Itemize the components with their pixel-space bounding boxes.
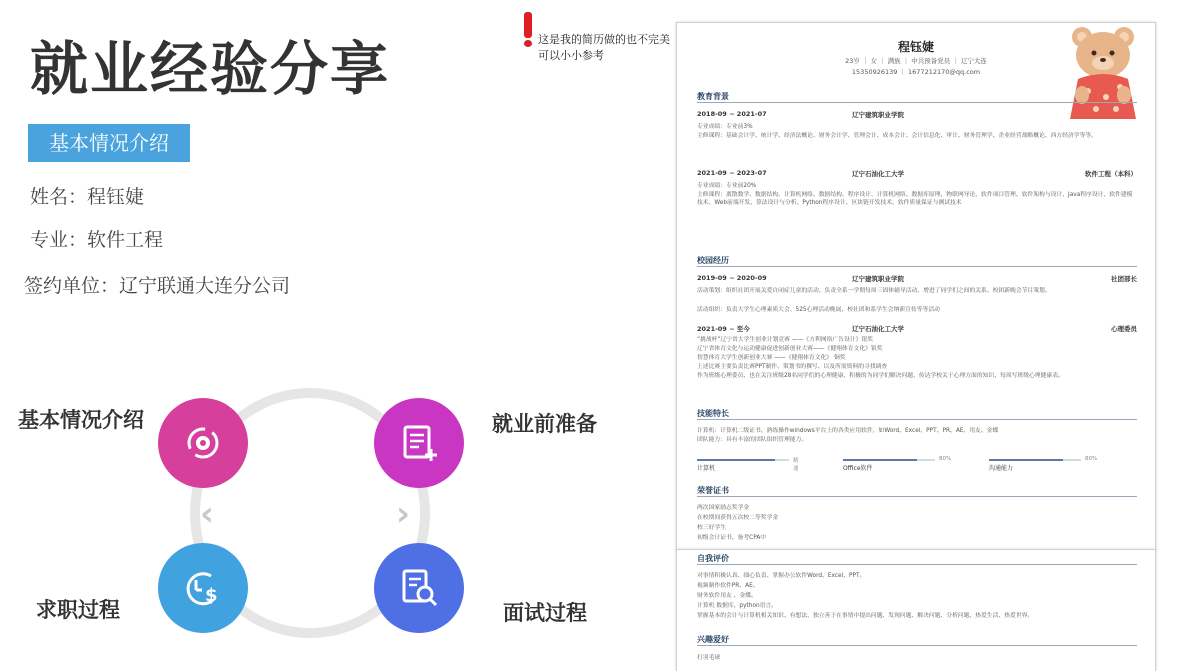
skill-bar-fill [697, 459, 775, 461]
section-self-eval-title: 自我评价 [697, 554, 729, 563]
campus-line: “挑战杯”辽宁省大学生创业计划竞赛 ——《方利网络广告设计》银奖 [697, 337, 873, 343]
entry-courses: 主修课程：基础会计学、统计学、经济法概论、财务会计学、管理会计、成本会计、会计信息化、审计、财务管理学、企业经营战略概论、西方经济学等等。 [697, 133, 1097, 139]
skill-level-text: 精通 [793, 458, 799, 472]
campus-line: 上述比赛主要负责比赛PPT制作、策划书的撰写、以及所需资料的寻找调查 [697, 364, 888, 370]
entry-role: 社团部长 [1111, 275, 1137, 283]
skill-level-text: 80% [1085, 456, 1098, 462]
gear-refresh-icon [181, 421, 225, 465]
campus-line: 作为班级心理委员、也在关注班级28名同学们的心理健康、积极的为同学们解决问题、传达学校关于心理方面的知识、每周写班级心理健康表。 [697, 373, 1064, 379]
self-eval-line: 财务软件用友 、金蝶。 [697, 593, 757, 599]
cycle-label-preparation: 就业前准备 [492, 411, 597, 436]
chevron-right-icon: › [396, 494, 411, 534]
document-plus-icon [397, 421, 441, 465]
skill-line: 计算机：计算机二级证书、熟练操作windows平台上的各类应用软件，如Word、Excel、PPT、PR、AE、用友、金蝶 [697, 428, 999, 434]
skill-line: 团队能力：具有丰富的团队组织管理能力。 [697, 437, 808, 443]
entry-courses: 主修课程：离散数学、数据结构、计算机网络、数据结构、程序设计、计算机网络、数据库原理、物联网导论、软件项目管理、软件架构与设计、Java程序设计、软件建模技术、Web前端开发、算法设计与分析、Python程序设计、区块链开发技术、软件质量保证与测试技术 [697, 192, 1133, 206]
section-tag: 基本情况介绍 [28, 124, 190, 162]
section-divider [697, 564, 1137, 565]
cycle-node-job-search [158, 543, 248, 633]
section-skills-title: 技能特长 [697, 409, 729, 418]
entry-school: 辽宁石油化工大学 [852, 170, 904, 178]
svg-text:$: $ [205, 585, 218, 606]
self-eval-line: 视频制作软件PR、AE。 [697, 583, 759, 589]
section-divider [697, 102, 1137, 103]
self-eval-line: 对事情积极认真、细心负责、掌握办公软件Word、Excel、PPT。 [697, 573, 866, 579]
skill-bar-track [697, 459, 789, 461]
exclamation-dot [524, 40, 532, 47]
cycle-label-basic-info: 基本情况介绍 [18, 407, 144, 432]
section-hobbies-title: 兴趣爱好 [697, 635, 729, 644]
honor-line: 初级会计证书，备考CPA中 [697, 535, 767, 541]
entry-date: 2021-09 ~ 至今 [697, 325, 750, 333]
skill-label: 计算机 [697, 465, 716, 472]
document-search-icon [397, 566, 441, 610]
entry-date: 2019-09 ~ 2020-09 [697, 274, 767, 282]
cycle-node-basic-info [158, 398, 248, 488]
skill-bar-fill [843, 459, 917, 461]
self-eval-line: 计算机 数据库、python语言。 [697, 603, 778, 609]
slide-title: 就业经验分享 [30, 35, 391, 103]
resume-page-2 [676, 549, 1156, 671]
campus-line: 辽宁省体育文化与运动健康促进创新创业大赛——《健翔体育文化》银奖 [697, 346, 883, 352]
chevron-left-icon: ‹ [200, 494, 215, 534]
exclamation-icon [524, 12, 532, 38]
entry-role: 心理委员 [1111, 325, 1137, 333]
entry-school: 辽宁建筑职业学院 [852, 111, 904, 119]
cycle-label-job-search: 求职过程 [36, 597, 120, 622]
campus-line: 活动组织：负责大学生心理素质大会、525心理活动晚展、校社团和系学生会纳新宣传等等活动 [697, 307, 940, 313]
major-line: 专业：软件工程 [30, 229, 164, 251]
entry-date: 2021-09 ~ 2023-07 [697, 169, 767, 177]
honor-line: 校三好学生 [697, 525, 726, 531]
section-campus-title: 校园经历 [697, 256, 729, 265]
section-divider [697, 266, 1137, 267]
resume-contact: 15350926139 ｜ 1677212170@qq.com [851, 68, 981, 76]
resume-page [676, 22, 1156, 552]
employer-line: 签约单位：辽宁联通大连分公司 [24, 275, 291, 297]
honor-line: 两次国家励志奖学金 [697, 505, 750, 511]
resume-name: 程钰婕 [897, 40, 934, 54]
skill-level-text: 80% [939, 456, 952, 462]
skill-bar-track [843, 459, 935, 461]
entry-rank: 专业成绩：专业前3% [697, 124, 753, 130]
self-eval-line: 掌握基本的会计与计算机相关知识、有想法、独立善于在事情中提出问题、发现问题、解决问题、分析问题、热爱生活、热爱世界。 [697, 613, 1034, 619]
cycle-node-preparation [374, 398, 464, 488]
entry-rank: 专业成绩：专业前20% [697, 183, 757, 189]
campus-line: 智慧体育大学生创新创业大赛 ——《健翔体育文化》 铜奖 [697, 355, 846, 361]
honor-line: 在校期间获得五次校二等奖学金 [697, 515, 779, 521]
section-honors-title: 荣誉证书 [697, 486, 729, 495]
section-divider [697, 645, 1137, 646]
entry-degree: 软件工程（本科） [1085, 170, 1137, 178]
skill-bar-communication [989, 456, 1098, 472]
entry-date: 2018-09 ~ 2021-07 [697, 110, 767, 118]
section-divider [697, 496, 1137, 497]
name-line: 姓名：程钰婕 [30, 186, 145, 208]
cycle-node-interview [374, 543, 464, 633]
skill-bar-office [843, 456, 952, 472]
cycle-label-interview: 面试过程 [503, 600, 587, 625]
skill-bar-computer [697, 458, 799, 472]
entry-school: 辽宁石油化工大学 [852, 325, 904, 333]
hobby-line: 打羽毛球 [697, 655, 721, 661]
resume-basic-info: 23岁 ｜ 女 ｜ 满族 ｜ 中共预备党员 ｜ 辽宁大连 [845, 57, 987, 65]
section-education-title: 教育背景 [697, 92, 729, 101]
entry-school: 辽宁建筑职业学院 [852, 275, 904, 283]
skill-label: Office软件 [843, 465, 873, 472]
skill-bar-fill [989, 459, 1063, 461]
skill-bar-track [989, 459, 1081, 461]
bear-avatar-image [1062, 23, 1144, 123]
dollar-clock-icon [181, 566, 225, 610]
annotation-note: 这是我的简历做的也不完美可以小小参考 [538, 33, 670, 62]
campus-line: 活动策划：组织社团开展关爱自闭症儿童的活动、负责全系一学期每周三固体辅导活动、增进了同学们之间的关系、校团新晚会节目策划。 [697, 288, 1051, 294]
skill-label: 沟通能力 [989, 465, 1014, 472]
section-divider [697, 419, 1137, 420]
